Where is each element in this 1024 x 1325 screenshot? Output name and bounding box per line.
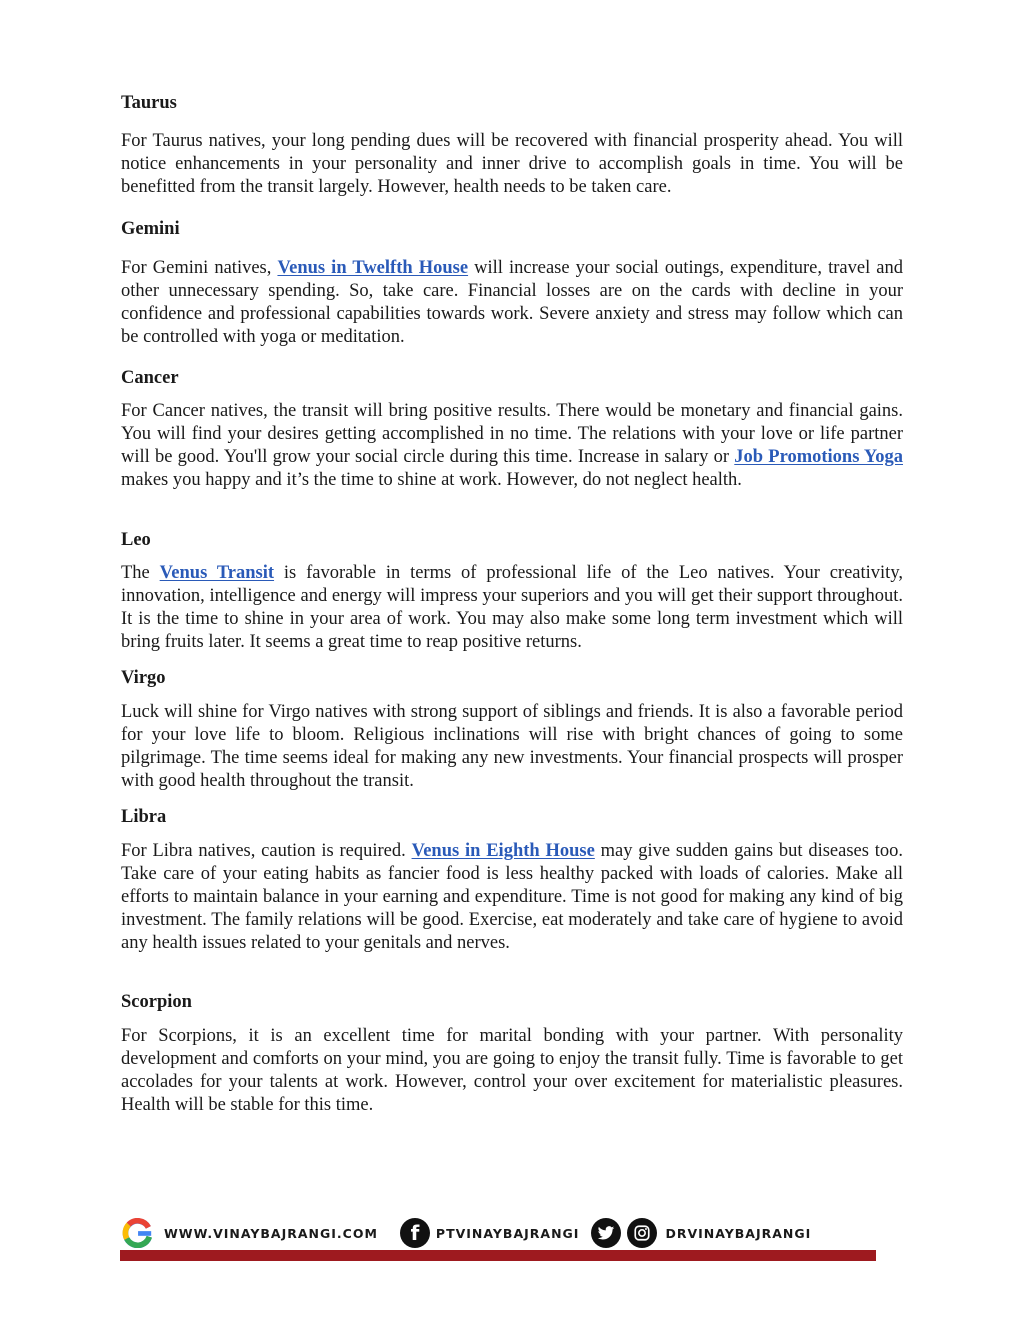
heading-leo: Leo bbox=[121, 530, 151, 550]
paragraph-gemini: For Gemini natives, Venus in Twelfth House will increase your social outings, expenditure, travel and other unnecessary spending. So, take care. Financial losses are on the cards with decline in your confidence and professional capabilities towards work. Severe anxiety and stress may follow which can be controlled with yoga or meditation. bbox=[121, 258, 903, 348]
heading-cancer: Cancer bbox=[121, 368, 179, 388]
heading-virgo: Virgo bbox=[121, 668, 166, 688]
link-venus-in-twelfth-house[interactable]: Venus in Twelfth House bbox=[277, 258, 469, 278]
heading-taurus: Taurus bbox=[121, 93, 177, 113]
footer-row bbox=[120, 1216, 876, 1250]
link-venus-in-eighth-house[interactable]: Venus in Eighth House bbox=[411, 841, 595, 861]
heading-libra: Libra bbox=[121, 807, 167, 827]
paragraph-virgo: Luck will shine for Virgo natives with strong support of siblings and friends. It is also a favorable period for your love life to bloom. Religious inclinations will rise with bright chances of going to some pilgrimage. The time seems ideal for making any new investments. Your financial prospects will prosper with good health throughout the transit. bbox=[121, 702, 903, 792]
heading-scorpion: Scorpion bbox=[121, 992, 192, 1012]
google-icon bbox=[120, 1218, 158, 1248]
paragraph-cancer: For Cancer natives, the transit will bring positive results. There would be monetary and financial gains. You will find your desires getting accomplished in no time. The relations with your love or life partner will be good. You'll grow your social circle during this time. Increase in salary or Job Promotions Yoga makes you happy and it’s the time to shine at work. However, do not neglect health. bbox=[121, 401, 903, 491]
facebook-icon: f bbox=[400, 1218, 430, 1248]
heading-gemini: Gemini bbox=[121, 219, 180, 239]
paragraph-scorpion: For Scorpions, it is an excellent time for marital bonding with your partner. With personality development and comforts on your mind, you are going to enjoy the transit fully. Time is favorable to get accolades for your talents at work. However, control your over excitement for materialistic pleasures. Health will be stable for this time. bbox=[121, 1026, 903, 1116]
paragraph-leo: The Venus Transit is favorable in terms of professional life of the Leo natives. Your creativity, innovation, intelligence and energy will impress your superiors and you will get their support throughout. It is the time to shine in your area of work. You may also make some long term investment which will bring fruits later. It seems a great time to reap positive returns. bbox=[121, 563, 903, 653]
twitter-icon bbox=[591, 1218, 621, 1248]
link-job-promotions-yoga[interactable]: Job Promotions Yoga bbox=[734, 447, 903, 468]
footer-facebook[interactable]: PTVINAYBAJRANGI bbox=[435, 1225, 580, 1241]
footer-social-handle[interactable]: DRVINAYBAJRANGI bbox=[665, 1225, 812, 1241]
footer-accent-bar bbox=[120, 1250, 876, 1261]
footer-banner bbox=[120, 1213, 876, 1261]
paragraph-taurus: For Taurus natives, your long pending dues will be recovered with financial prosperity ahead. You will notice enhancements in your personality and inner drive to accomplish goals in time. You will be benefitted from the transit largely. However, health needs to be taken care. bbox=[121, 131, 903, 198]
paragraph-libra: For Libra natives, caution is required. Venus in Eighth House may give sudden gains but diseases too. Take care of your eating habits as fancier food is less healthy packed with loads of calories. Make all efforts to maintain balance in your earning and expenditure. Time is not good for making any kind of big investment. The family relations will be good. Exercise, eat moderately and take care of hygiene to avoid any health issues related to your genitals and nerves. bbox=[121, 841, 903, 954]
instagram-icon bbox=[627, 1218, 657, 1248]
footer-website[interactable]: WWW.VINAYBAJRANGI.COM bbox=[164, 1225, 378, 1241]
link-venus-transit[interactable]: Venus Transit bbox=[159, 563, 275, 583]
